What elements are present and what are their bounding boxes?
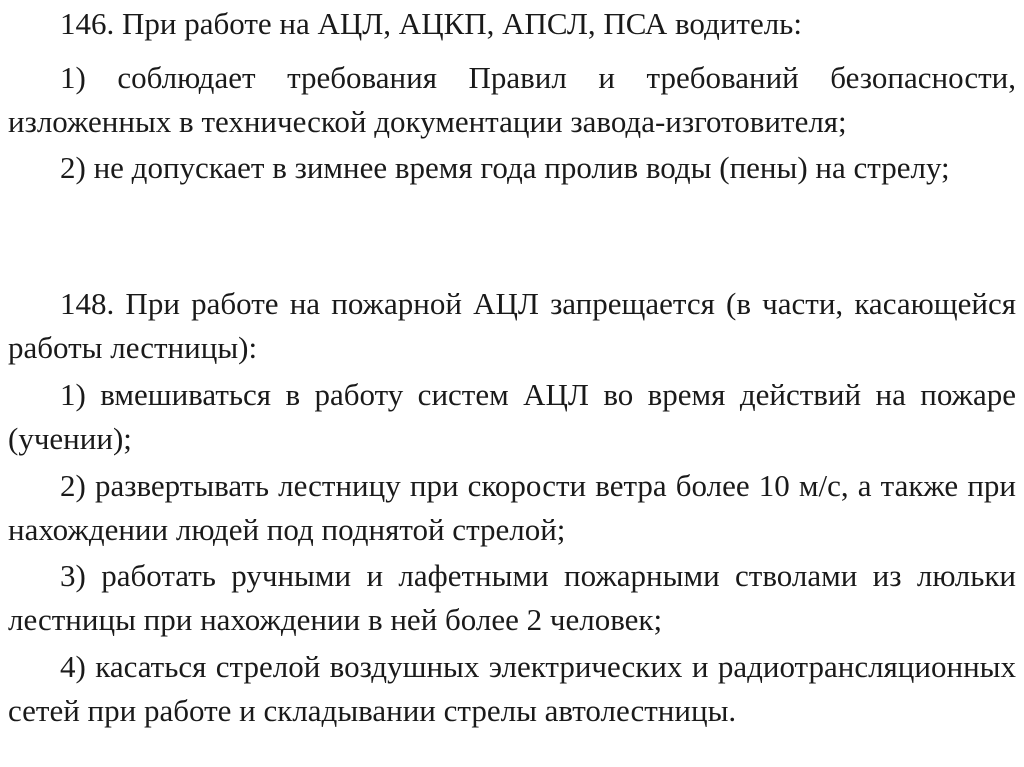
- section-148-item-3: 3) работать ручными и лафетными пожарными стволами из люльки лестницы при нахождении в ней более 2 человек;: [8, 558, 1016, 637]
- section-148-item-4: 4) касаться стрелой воздушных электрических и радиотрансляционных сетей при работе и складывании стрелы автолестницы.: [8, 649, 1016, 728]
- section-146-item-1: 1) соблюдает требования Правил и требований безопасности, изложенных в технической документации завода-изготовителя;: [8, 60, 1016, 139]
- section-146-heading: 146. При работе на АЦЛ, АЦКП, АПСЛ, ПСА водитель:: [60, 6, 802, 41]
- section-148-item-1: 1) вмешиваться в работу систем АЦЛ во время действий на пожаре (учении);: [8, 377, 1016, 456]
- section-148-heading: 148. При работе на пожарной АЦЛ запрещается (в части, касающейся работы лестницы):: [8, 286, 1016, 365]
- section-148-item-2: 2) развертывать лестницу при скорости ветра более 10 м/с, а также при нахождении людей под поднятой стрелой;: [8, 468, 1016, 547]
- section-146-item-2: 2) не допускает в зимнее время года пролив воды (пены) на стрелу;: [60, 150, 950, 185]
